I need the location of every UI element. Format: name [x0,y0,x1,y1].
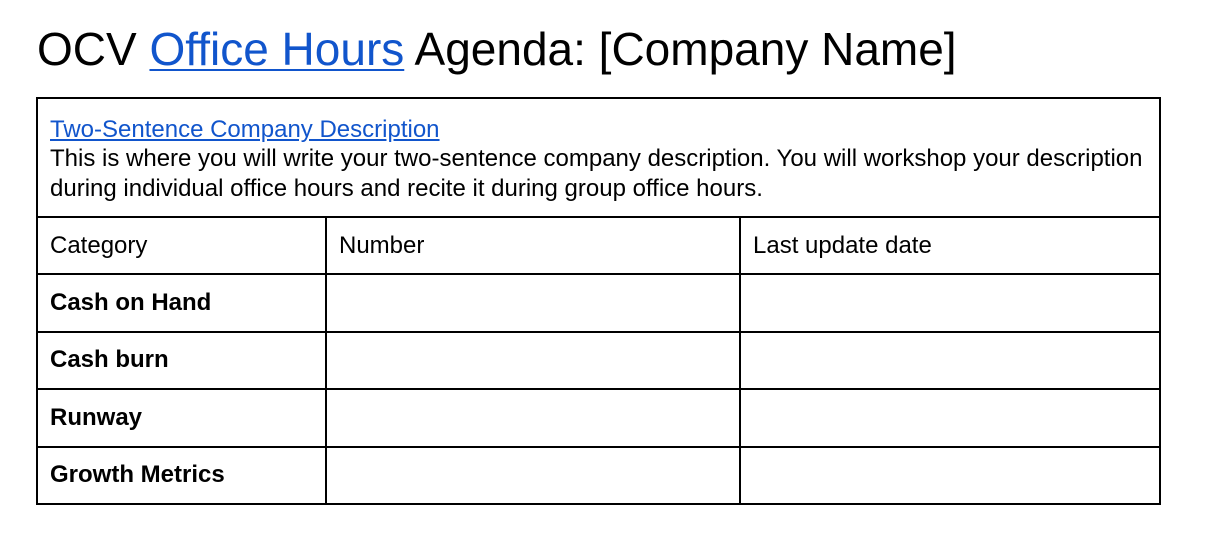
table-row [37,447,1160,505]
description-row [37,98,1160,217]
number-cell[interactable] [326,389,740,447]
header-last-update-date[interactable]: Last update date [740,217,1160,274]
category-cell[interactable]: Cash on Hand [37,274,326,332]
number-cell[interactable] [326,274,740,332]
category-cell[interactable]: Growth Metrics [37,447,326,505]
number-cell[interactable] [326,447,740,505]
last-update-cell[interactable] [740,389,1160,447]
agenda-table [36,97,1161,505]
last-update-cell[interactable] [740,332,1160,390]
number-cell[interactable] [326,332,740,390]
table-row [37,332,1160,390]
category-cell[interactable]: Runway [37,389,326,447]
office-hours-link[interactable]: Office Hours [149,23,405,75]
page-title [37,22,957,76]
description-body: This is where you will write your two-sentence company description. You will workshop your description during individual office hours and recite it during group office hours. [50,145,1143,202]
header-category[interactable]: Category [37,217,326,274]
table-header-row [37,217,1160,274]
header-number[interactable]: Number [326,217,740,274]
category-cell[interactable]: Cash burn [37,332,326,390]
description-heading-link[interactable]: Two-Sentence Company Description [50,116,440,143]
description-cell[interactable] [37,98,1160,217]
table-row [37,274,1160,332]
title-suffix: Agenda: [Company Name] [404,23,957,75]
table-row [37,389,1160,447]
title-prefix: OCV [37,23,150,75]
last-update-cell[interactable] [740,274,1160,332]
last-update-cell[interactable] [740,447,1160,505]
